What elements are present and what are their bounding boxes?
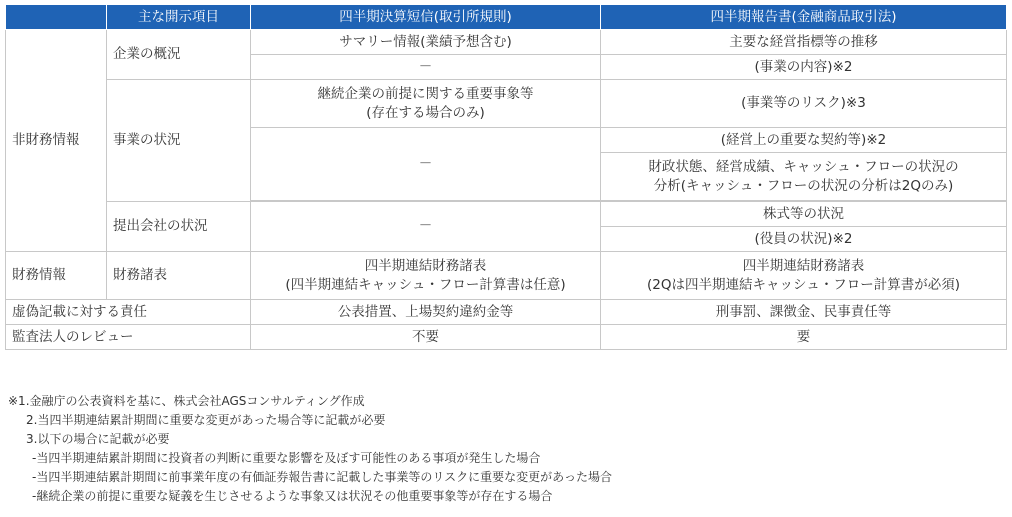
- cell-tanshin: サマリー情報(業績予想含む): [251, 30, 601, 55]
- footnote-3-item: -当四半期連結累計期間に投資者の判断に重要な影響を及ぼす可能性のある事項が発生した場合: [32, 451, 541, 465]
- table-row: [6, 300, 1007, 325]
- cell-report: (経営上の重要な契約等)※2: [601, 128, 1007, 153]
- header-quarterly-report: 四半期報告書(金融商品取引法): [601, 5, 1007, 30]
- cell-report: [601, 252, 1007, 300]
- cell-text-line: 継続企業の前提に関する重要事象等: [317, 85, 534, 102]
- header-category: [6, 5, 107, 30]
- footnote-1: ※1.金融庁の公表資料を基に、株式会社AGSコンサルティング作成: [8, 394, 365, 408]
- cell-text-line: 四半期連結財務諸表: [742, 257, 865, 274]
- item-company-overview: 企業の概況: [107, 30, 251, 80]
- footnote-3: 3.以下の場合に記載が必要: [26, 432, 170, 446]
- table-row: [6, 30, 1007, 55]
- cell-tanshin: 公表措置、上場契約違約金等: [251, 300, 601, 325]
- cell-dash: －: [251, 128, 601, 201]
- cell-report: 主要な経営指標等の推移: [601, 30, 1007, 55]
- item-false-statement: 虚偽記載に対する責任: [6, 300, 251, 325]
- table-header-row: [6, 5, 1007, 30]
- item-financial-statements: 財務諸表: [107, 252, 251, 300]
- cell-report: (事業の内容)※2: [601, 55, 1007, 80]
- cell-text-line: 財政状態、経営成績、キャッシュ・フローの状況の: [648, 158, 959, 175]
- cell-report: (事業等のリスク)※3: [601, 80, 1007, 128]
- item-audit-review: 監査法人のレビュー: [6, 325, 251, 350]
- table-row: [6, 202, 1007, 227]
- table-row: [6, 325, 1007, 350]
- table-row: [6, 252, 1007, 300]
- cell-report: (役員の状況)※2: [601, 227, 1007, 252]
- cell-report: 刑事罰、課徴金、民事責任等: [601, 300, 1007, 325]
- cell-report: 株式等の状況: [601, 202, 1007, 227]
- cell-dash: －: [251, 202, 601, 252]
- cell-tanshin: [251, 80, 601, 128]
- table-row: [6, 80, 1007, 128]
- footnote-3-item: -継続企業の前提に重要な疑義を生じさせるような事象又は状況その他重要事象等が存在する場合: [32, 489, 553, 503]
- header-quarterly-tanshin: 四半期決算短信(取引所規則): [251, 5, 601, 30]
- cell-text-line: (存在する場合のみ): [366, 104, 485, 121]
- disclosure-comparison-table: [5, 4, 1007, 350]
- item-business-status: 事業の状況: [107, 80, 251, 202]
- cell-tanshin: 不要: [251, 325, 601, 350]
- category-financial: 財務情報: [6, 252, 107, 300]
- cell-report: [601, 153, 1007, 201]
- footnote-3-item: -当四半期連結累計期間に前事業年度の有価証券報告書に記載した事業等のリスクに重要な変更があった場合: [32, 470, 612, 484]
- cell-text-line: 分析(キャッシュ・フローの状況の分析は2Qのみ): [653, 177, 954, 194]
- category-nonfinancial: 非財務情報: [6, 30, 107, 252]
- cell-tanshin: [251, 252, 601, 300]
- footnote-2: 2.当四半期連結累計期間に重要な変更があった場合等に記載が必要: [26, 413, 386, 427]
- cell-text-line: (2Qは四半期連結キャッシュ・フロー計算書が必須): [647, 276, 960, 293]
- cell-dash: －: [251, 55, 601, 80]
- cell-text-line: (四半期連結キャッシュ・フロー計算書は任意): [285, 276, 566, 293]
- item-filer-status: 提出会社の状況: [107, 202, 251, 252]
- cell-text-line: 四半期連結財務諸表: [364, 257, 487, 274]
- footnotes: [8, 392, 612, 506]
- cell-report: 要: [601, 325, 1007, 350]
- header-disclosure-item: 主な開示項目: [107, 5, 251, 30]
